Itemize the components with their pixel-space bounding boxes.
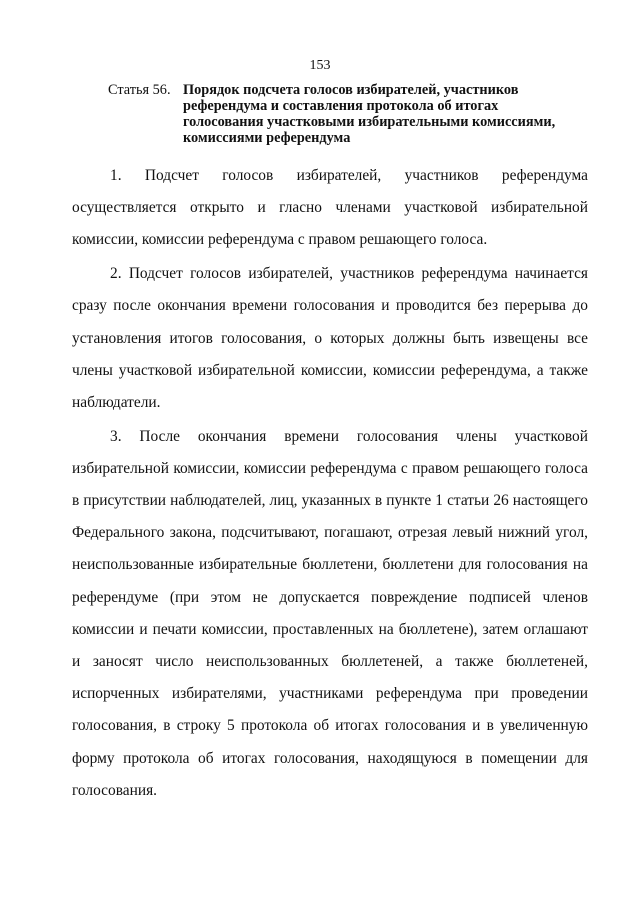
article-heading [108, 82, 578, 146]
paragraph-1: 1. Подсчет голосов избирателей, участников референдума осуществляется открыто и гласно членами участковой избирательной комиссии, комиссии референдума с правом решающего голоса. [72, 167, 588, 249]
paragraph-2: 2. Подсчет голосов избирателей, участников референдума начинается сразу после окончания времени голосования и проводится без перерыва до установления итогов голосования, о которых должны быть извещены все члены участковой избирательной комиссии, комиссии референдума, а также наблюдатели. [72, 265, 588, 411]
article-title: Порядок подсчета голосов избирателей, участников референдума и составления протокола об итогах голосования участковыми избирательными комиссиями, комиссиями референдума [183, 82, 556, 146]
paragraph-3: 3. После окончания времени голосования члены участковой избирательной комиссии, комиссии референдума с правом решающего голоса в присутствии наблюдателей, лиц, указанных в пункте 1 статьи 26 настоящего Федерального закона, подсчитывают, погашают, отрезая левый нижний угол, неиспользованные избирательные бюллетени, бюллетени для голосования на референдуме (при этом не допускается повреждение подписей членов комиссии и печати комиссии, проставленных на бюллетене), затем оглашают и заносят число неиспользованных бюллетеней, а также бюллетеней, испорченных избирателями, участниками референдума при проведении голосования, в строку 5 протокола об итогах голосования и в увеличенную форму протокола об итогах голосования, находящуюся в помещении для голосования. [72, 427, 588, 799]
article-number: Статья 56. [108, 82, 171, 98]
article-body [72, 160, 588, 809]
page-number: 153 [309, 58, 331, 73]
